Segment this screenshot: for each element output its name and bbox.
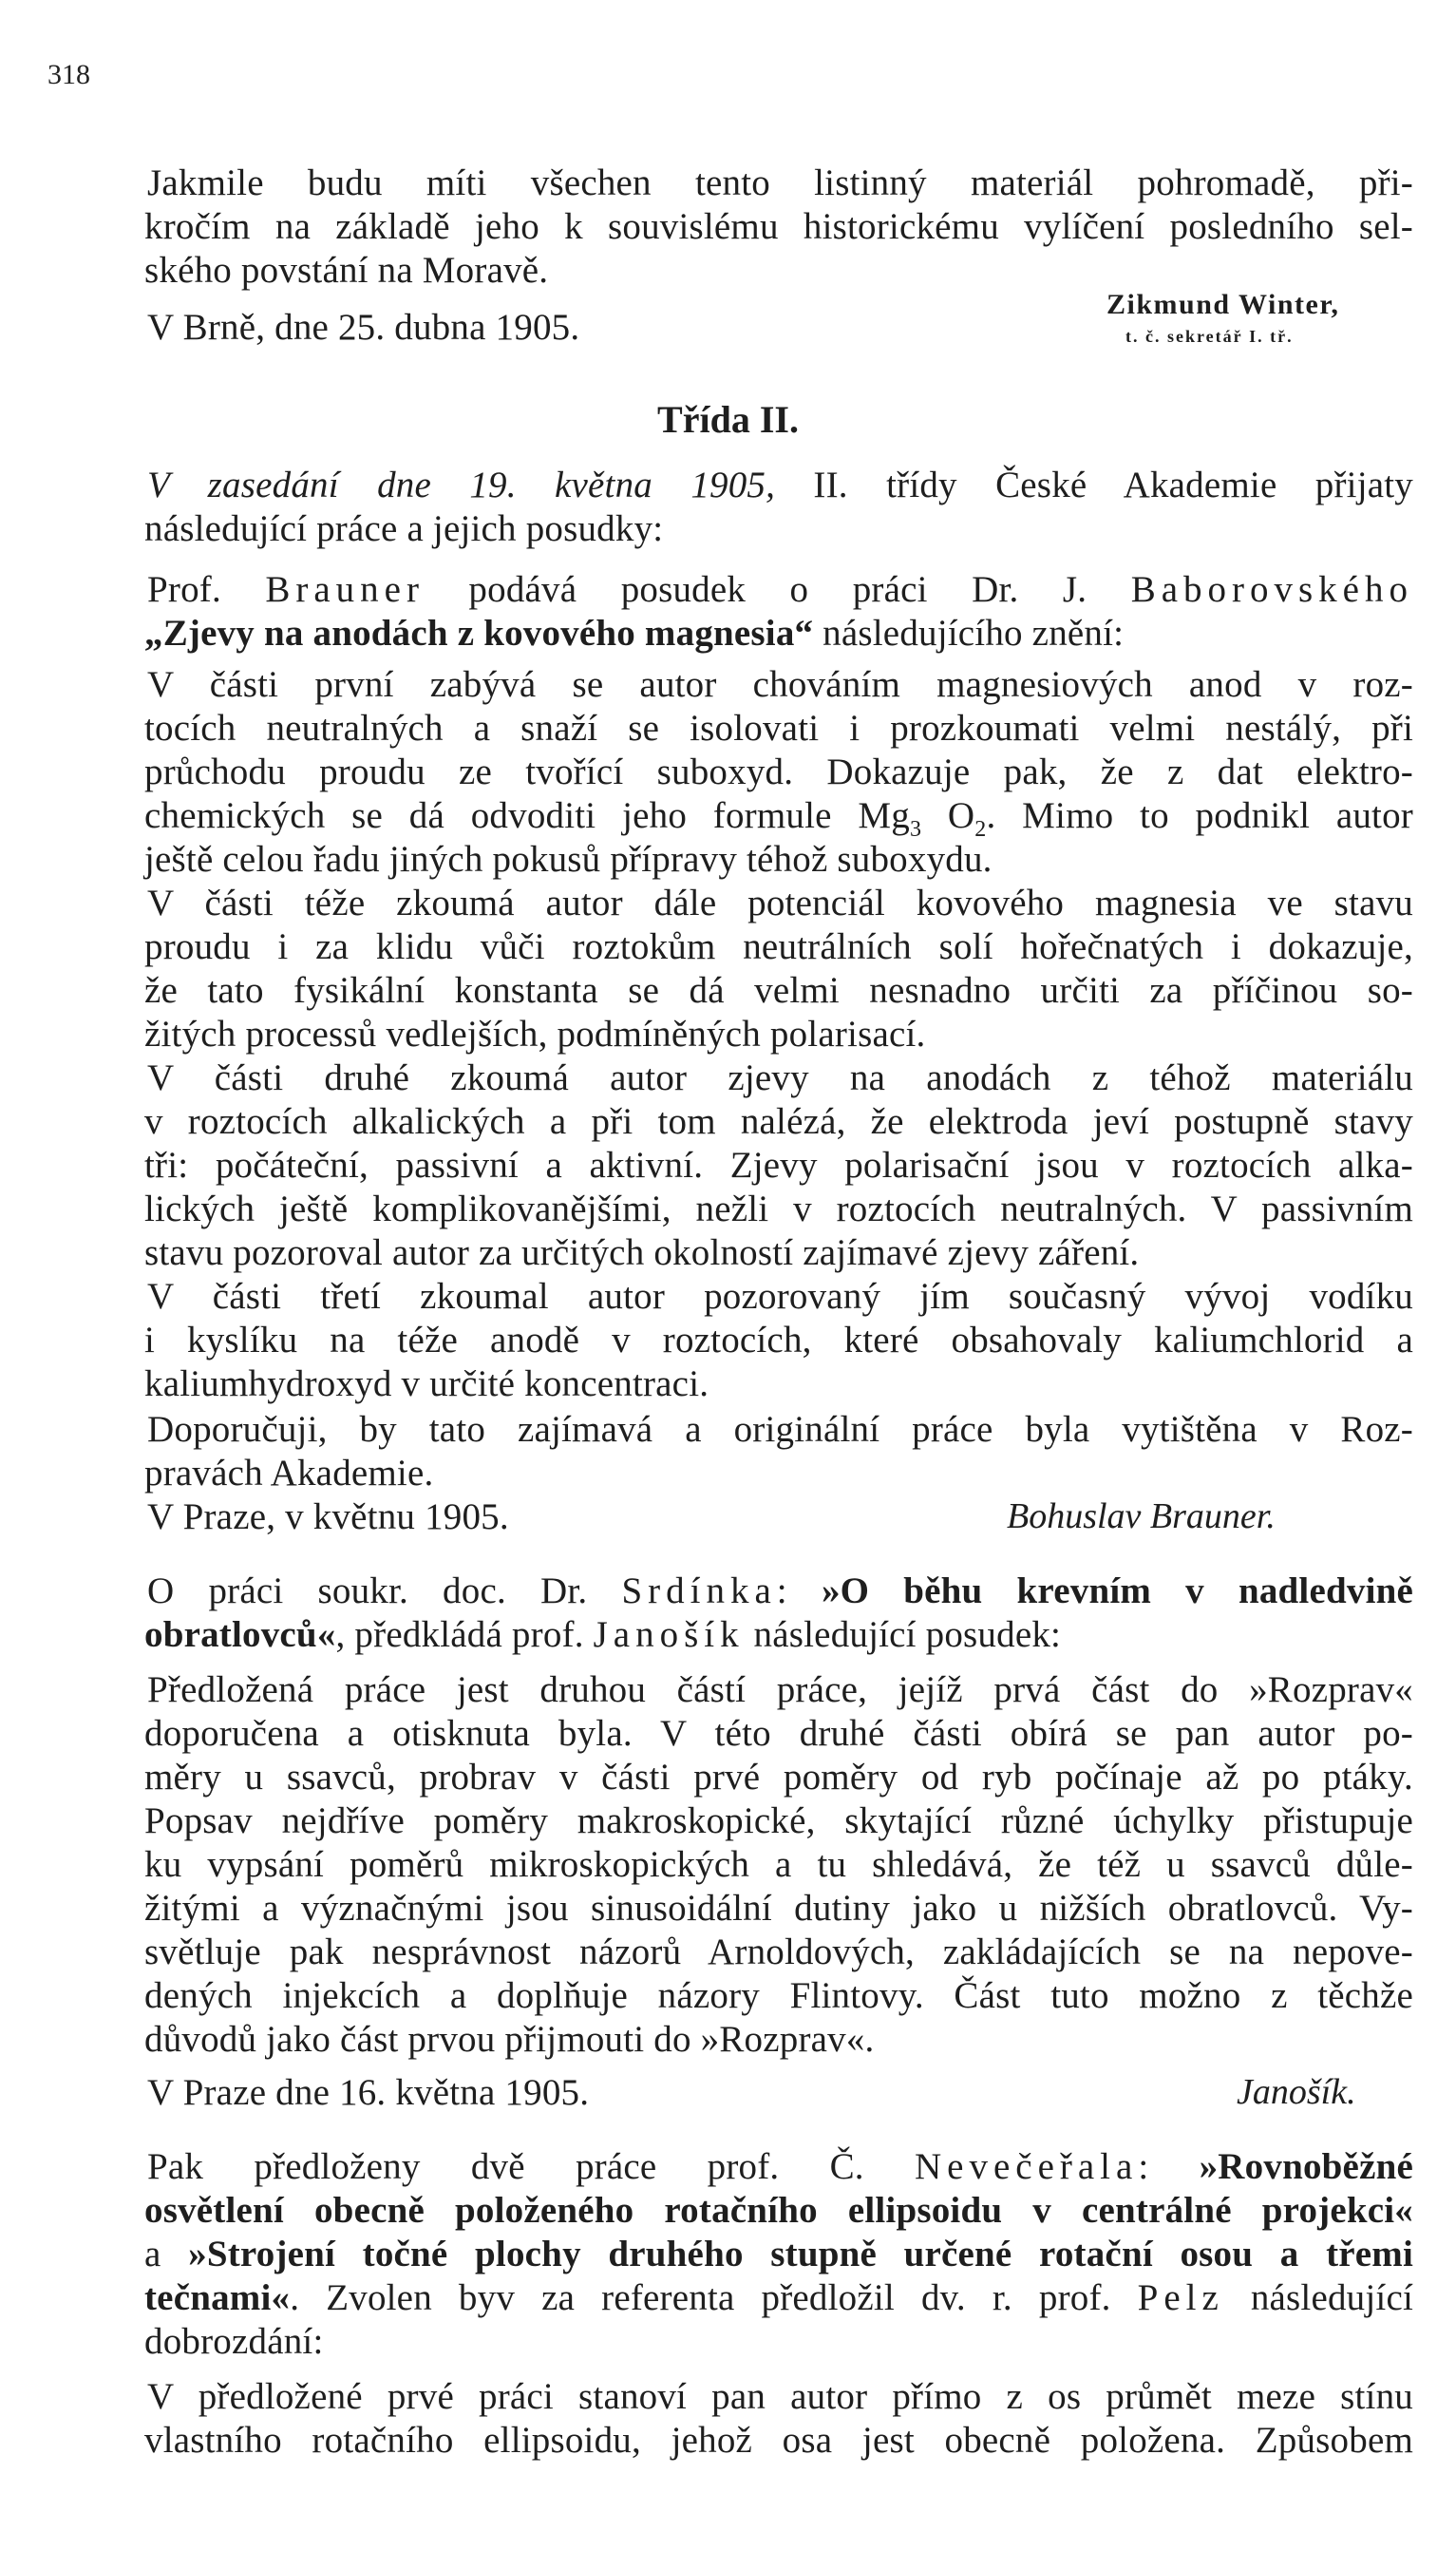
place-date: V Praze dne 16. května 1905. [147, 2072, 590, 2113]
paragraph-line: Předložená práce jest druhou částí práce, jejíž prvá část do »Rozprav« [147, 1669, 1413, 1710]
paragraph-line: v roztocích alkalických a při tom nalézá, že elektroda jeví postupně stavy [144, 1101, 1413, 1142]
paragraph-line [144, 2233, 1413, 2276]
paragraph-line: Popsav nejdříve poměry makroskopické, skytající různé úchylky přistupuje [144, 1800, 1413, 1841]
text: Pak předloženy dvě práce prof. Č. [147, 2146, 915, 2187]
work-title: »Rovnoběžné [1199, 2146, 1413, 2187]
paragraph-line: že tato fysikální konstanta se dá velmi nesnadno určiti za příčinou so- [144, 970, 1413, 1011]
review-intro [147, 1570, 1413, 1613]
author-name: Baborovského [1130, 569, 1413, 610]
paragraph-line: i kyslíku na téže anodě v roztocích, které obsahovaly kaliumchlorid a [144, 1320, 1413, 1361]
text: chemických se dá odvoditi jeho formule Mg [144, 795, 910, 836]
text: Prof. [147, 569, 266, 610]
author-name: Nevečeřala [914, 2146, 1139, 2187]
work-title: tečnami« [144, 2277, 291, 2318]
paragraph-line: Jakmile budu míti všechen tento listinný materiál pohromadě, při- [147, 162, 1413, 203]
paragraph-line: dených injekcích a doplňuje názory Flintovy. Část tuto možno z těchže [144, 1975, 1413, 2016]
text: . Zvolen byv za referenta předložil dv. r. prof. [290, 2277, 1138, 2318]
author-name: Srdínka [621, 1570, 777, 1611]
paragraph-line: kročím na základě jeho k souvislému historickému vylíčení posledního sel- [144, 206, 1413, 247]
text: následujícího znění: [813, 613, 1125, 654]
paragraph-line: ského povstání na Moravě. [144, 250, 549, 291]
paragraph-line: V části třetí zkoumal autor pozorovaný jím současný vývoj vodíku [147, 1276, 1413, 1317]
paragraph-line [144, 2276, 1413, 2320]
paragraph-line: měry u ssavců, probrav v části prvé poměry od ryb počínaje až po ptáky. [144, 1757, 1413, 1798]
paragraph-line: tocích neutralných a snaží se isolovati i prozkoumati velmi nestálý, při [144, 708, 1413, 749]
paragraph-line: osvětlení obecně položeného rotačního ellipsoidu v centrálné projekci« [144, 2190, 1413, 2231]
paragraph-line: doporučena a otisknuta byla. V této druhé části obírá se pan autor po- [144, 1713, 1413, 1754]
work-title: »Strojení točné plochy druhého stupně určené rotační osou a třemi [188, 2234, 1413, 2274]
paragraph-line: žitými a význačnými jsou sinusoidální dutiny jako u nižších obratlovců. Vy- [144, 1888, 1413, 1929]
session-text: II. třídy České Akademie přijaty [775, 465, 1413, 505]
page-number: 318 [47, 59, 90, 90]
paragraph-line: kaliumhydroxyd v určité koncentraci. [144, 1363, 709, 1404]
text: a [144, 2234, 189, 2274]
text: . Mimo to podnikl autor [986, 795, 1413, 836]
signature: Bohuslav Brauner. [1007, 1496, 1276, 1536]
work-title: »O běhu krevním v nadledvině [821, 1570, 1414, 1611]
paragraph-line: pravách Akademie. [144, 1453, 434, 1494]
paragraph-line: světluje pak nesprávnost názorů Arnoldových, zakládajících se na nepove- [144, 1932, 1413, 1972]
work-title: „Zjevy na anodách z kovového magnesia“ [144, 613, 814, 654]
reviewer-name: Janošík [593, 1614, 745, 1655]
paragraph-line: V části první zabývá se autor chováním magnesiových anod v roz- [147, 664, 1413, 705]
paragraph-line: V části téže zkoumá autor dále potenciál kovového magnesia ve stavu [147, 883, 1413, 923]
paragraph-line: ku vypsání poměrů mikroskopických a tu shledává, že též u ssavců důle- [144, 1844, 1413, 1885]
paragraph-line: dobrozdání: [144, 2321, 324, 2362]
text: , předkládá prof. [335, 1614, 594, 1655]
paragraph-line: vlastního rotačního ellipsoidu, jehož osa jest obecně položena. Způsobem [144, 2420, 1413, 2461]
text: následující [1223, 2277, 1413, 2318]
text: : [776, 1570, 822, 1611]
paragraph-line: průchodu proudu ze tvořící suboxyd. Dokazuje pak, že z dat elektro- [144, 752, 1413, 792]
paragraph-line: V předložené prvé práci stanoví pan autor přímo z os průmět meze stínu [147, 2376, 1413, 2417]
paragraph-line: V části druhé zkoumá autor zjevy na anodách z téhož materiálu [147, 1057, 1413, 1098]
paragraph-line: proudu i za klidu vůči roztokům neutrálních solí hořečnatých i dokazuje, [144, 926, 1413, 967]
review-title [144, 612, 1413, 656]
text: O [921, 795, 975, 836]
paragraph-line: stavu pozoroval autor za určitých okolností zajímavé zjevy záření. [144, 1232, 1140, 1273]
paragraph-line: následující práce a jejich posudky: [144, 508, 664, 549]
place-date: V Brně, dne 25. dubna 1905. [147, 307, 580, 348]
review-intro [147, 568, 1413, 612]
text: O práci soukr. doc. Dr. [147, 1570, 622, 1611]
paragraph-line: Doporučuji, by tato zajímavá a originální práce byla vytištěna v Roz- [147, 1409, 1413, 1450]
signature-title: t. č. sekretář I. tř. [1125, 327, 1294, 346]
text: následující posudek: [744, 1614, 1062, 1655]
paragraph-line [147, 2145, 1413, 2189]
section-heading: Třída II. [657, 398, 799, 441]
paragraph-line: lických ještě komplikovanějšími, nežli v roztocích neutralných. V passivním [144, 1189, 1413, 1229]
session-date: V zasedání dne 19. května 1905, [147, 465, 776, 505]
review-intro [144, 1613, 1413, 1657]
subscript: 2 [974, 816, 987, 842]
work-title: obratlovců« [144, 1614, 336, 1655]
signature-name: Zikmund Winter, [1106, 289, 1340, 320]
text: : [1138, 2146, 1200, 2187]
place-date: V Praze, v květnu 1905. [147, 1496, 509, 1537]
paragraph-line [147, 464, 1413, 507]
subscript: 3 [909, 816, 922, 842]
text: podává posudek o práci Dr. J. [424, 569, 1131, 610]
paragraph-line: tři: počáteční, passivní a aktivní. Zjevy polarisační jsou v roztocích alka- [144, 1145, 1413, 1186]
reviewer-name: Brauner [265, 569, 425, 610]
paragraph-line: důvodů jako část prvou přijmouti do »Rozprav«. [144, 2019, 875, 2060]
reviewer-name: Pelz [1137, 2277, 1224, 2318]
paragraph-line: ještě celou řadu jiných pokusů přípravy téhož suboxydu. [144, 839, 993, 880]
paragraph-line: žitých processů vedlejších, podmíněných polarisací. [144, 1014, 926, 1055]
signature: Janošík. [1237, 2072, 1356, 2112]
